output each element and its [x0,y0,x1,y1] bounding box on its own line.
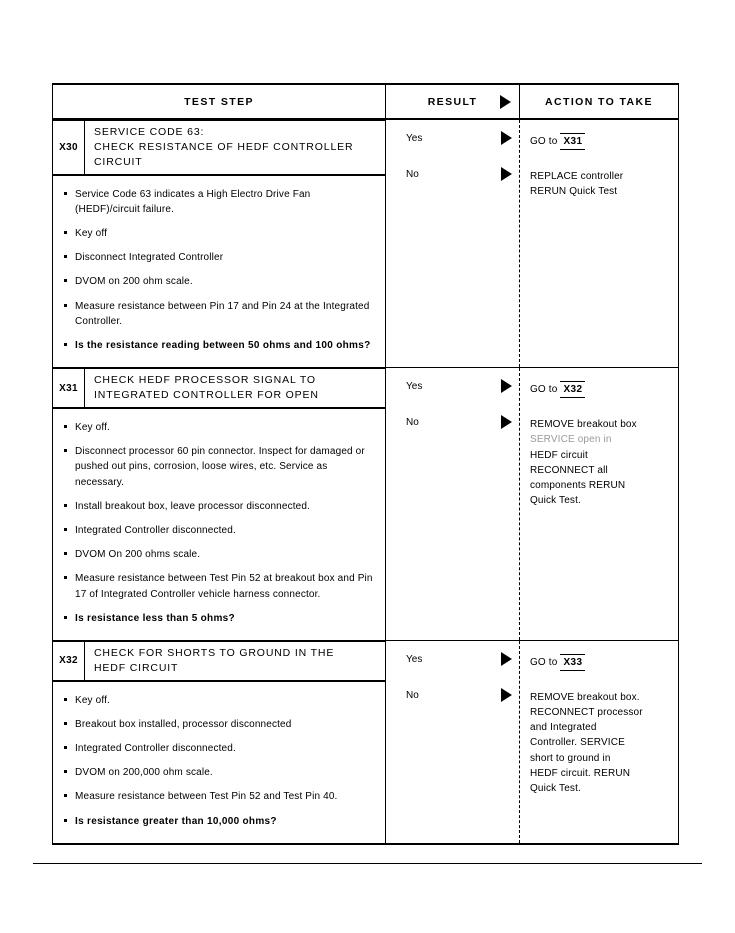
step-id-badge: X30 [53,121,85,174]
step-id-badge: X32 [53,642,85,680]
procedure-bullet: Key off. [75,693,375,708]
action-text-yes [530,654,672,690]
step-title-box [53,120,385,176]
procedure-bullet: Integrated Controller disconnected. [75,523,375,538]
step-title-text [85,369,325,407]
action-cell-x30 [519,120,678,367]
action-text-no [530,169,672,199]
procedure-bullet: Disconnect processor 60 pin connector. Inspect for damaged or pushed out pins, corrosion, loose wires, etc. Service as necessary. [75,444,375,490]
action-cell-x32 [519,641,678,843]
action-line: RERUN Quick Test [530,186,618,198]
step-title-line: SERVICE CODE 63: [94,126,205,138]
page-footer-rule [33,863,702,864]
test-section-x32 [53,640,678,843]
step-title-line: HEDF CIRCUIT [94,661,179,674]
column-header-result [386,85,519,118]
procedure-bullet-list [53,176,385,368]
action-line: Quick Test. [530,495,581,507]
step-reference-link[interactable]: X31 [560,133,585,150]
right-triangle-arrow-icon [501,379,512,393]
table-header-row [53,85,678,120]
result-label: No [406,689,419,701]
result-branch-no [386,417,519,453]
procedure-bullet: Measure resistance between Test Pin 52 at breakout box and Pin 17 of Integrated Controller vehicle harness connector. [75,571,375,601]
result-label: Yes [406,653,423,665]
action-text-yes [530,381,672,417]
procedure-question: Is the resistance reading between 50 ohms and 100 ohms? [75,338,375,353]
action-goto-label: GO to [530,136,558,147]
step-title-line: CIRCUIT [94,155,143,168]
result-label: Yes [406,381,423,393]
step-title-line: INTEGRATED CONTROLLER FOR OPEN [94,389,319,402]
procedure-bullet: Measure resistance between Pin 17 and Pin 24 at the Integrated Controller. [75,299,375,329]
procedure-bullet-list [53,682,385,843]
test-sections [53,120,678,843]
right-triangle-arrow-icon [500,95,511,109]
right-triangle-arrow-icon [501,415,512,429]
procedure-bullet: DVOM on 200 ohm scale. [75,274,375,289]
procedure-bullet: Breakout box installed, processor disconnected [75,717,375,732]
result-cell-x30 [386,120,519,367]
column-header-action-to-take: ACTION TO TAKE [519,85,678,118]
action-line: RECONNECT processor [530,707,643,719]
step-reference-link[interactable]: X33 [560,654,585,671]
test-step-cell-x30 [53,120,386,367]
action-line: RECONNECT all [530,464,608,476]
result-label: No [406,169,419,180]
result-branch-no [386,690,519,726]
step-reference-link[interactable]: X32 [560,381,585,398]
procedure-bullet: Integrated Controller disconnected. [75,741,375,756]
step-title-text [85,642,340,680]
procedure-bullet: Disconnect Integrated Controller [75,250,375,265]
procedure-bullet: Install breakout box, leave processor disconnected. [75,499,375,514]
procedure-bullet: Measure resistance between Test Pin 52 and Test Pin 40. [75,789,375,804]
step-title-line: CHECK HEDF PROCESSOR SIGNAL TO [94,374,316,387]
result-branch-yes [386,381,519,417]
procedure-question: Is resistance greater than 10,000 ohms? [75,814,375,829]
result-branch-yes [386,654,519,690]
result-label: No [406,417,419,429]
step-title-line: CHECK RESISTANCE OF HEDF CONTROLLER [94,140,354,153]
procedure-bullet: DVOM On 200 ohms scale. [75,547,375,562]
result-branch-no [386,169,519,205]
step-title-text [85,121,359,174]
pinpoint-test-chart [52,83,679,845]
result-cell-x32 [386,641,519,843]
step-id-badge: X31 [53,369,85,407]
right-triangle-arrow-icon [501,652,512,666]
right-triangle-arrow-icon [501,131,512,145]
action-line: short to ground in [530,752,611,764]
action-line: and Integrated [530,722,597,734]
result-branch-yes [386,133,519,169]
action-line: SERVICE open in [530,434,612,446]
step-title-box [53,641,385,682]
result-label: Yes [406,133,423,144]
procedure-bullet: Service Code 63 indicates a High Electro Drive Fan (HEDF)/circuit failure. [75,187,375,217]
procedure-question: Is resistance less than 5 ohms? [75,611,375,626]
action-line: components RERUN [530,479,626,491]
action-line: Quick Test. [530,783,581,795]
right-triangle-arrow-icon [501,688,512,702]
action-line: REMOVE breakout box. [530,691,640,703]
column-header-test-step: TEST STEP [53,85,386,118]
action-text-no [530,417,672,508]
action-text-yes [530,133,672,169]
result-cell-x31 [386,368,519,640]
procedure-bullet: DVOM on 200,000 ohm scale. [75,765,375,780]
action-goto-label: GO to [530,384,558,396]
step-title-box [53,368,385,409]
action-line: REPLACE controller [530,171,624,182]
action-line: HEDF circuit [530,449,588,461]
action-line: Controller. SERVICE [530,737,625,749]
action-cell-x31 [519,368,678,640]
right-triangle-arrow-icon [501,167,512,181]
test-section-x31 [53,367,678,640]
test-step-cell-x32 [53,641,386,843]
test-step-cell-x31 [53,368,386,640]
action-line: REMOVE breakout box [530,419,637,431]
test-section-x30 [53,120,678,367]
column-header-result-label: RESULT [427,95,478,108]
procedure-bullet-list [53,409,385,640]
procedure-bullet: Key off. [75,420,375,435]
action-goto-label: GO to [530,656,558,668]
step-title-line: CHECK FOR SHORTS TO GROUND IN THE [94,646,335,659]
action-line: HEDF circuit. RERUN [530,767,631,779]
action-text-no [530,690,672,796]
procedure-bullet: Key off [75,226,375,241]
